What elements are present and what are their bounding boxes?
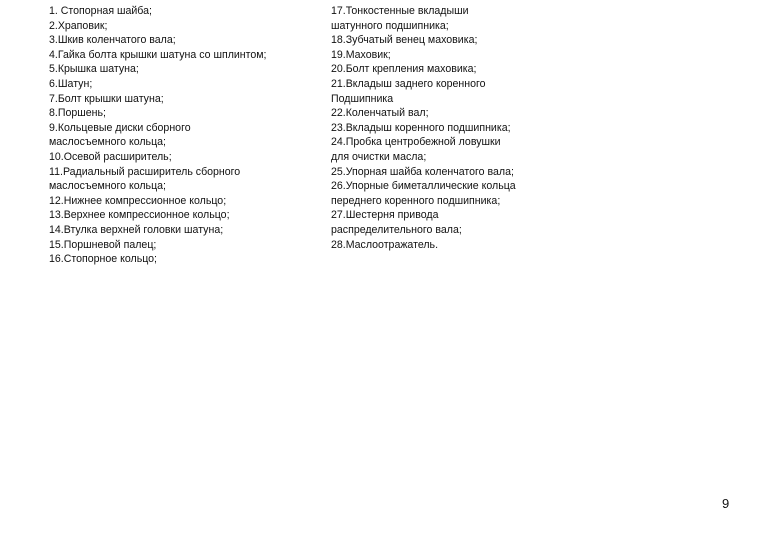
- list-line: 8.Поршень;: [49, 107, 106, 120]
- list-line: маслосъемного кольца;: [49, 136, 166, 149]
- list-line: 21.Вкладыш заднего коренного: [331, 77, 486, 90]
- list-line: маслосъемного кольца;: [49, 180, 166, 193]
- list-line: 15.Поршневой палец;: [49, 238, 157, 251]
- list-line: 25.Упорная шайба коленчатого вала;: [331, 165, 514, 178]
- list-line: 20.Болт крепления маховика;: [331, 63, 477, 76]
- list-line: шатунного подшипника;: [331, 19, 449, 32]
- list-line: 5.Крышка шатуна;: [49, 63, 139, 76]
- list-line: для очистки масла;: [331, 150, 427, 163]
- list-line: 26.Упорные биметаллические кольца: [331, 180, 516, 193]
- page-number: 9: [722, 496, 730, 511]
- list-line: 9.Кольцевые диски сборного: [49, 121, 191, 134]
- list-line: 13.Верхнее компрессионное кольцо;: [49, 209, 230, 222]
- list-line: 3.Шкив коленчатого вала;: [49, 34, 176, 47]
- list-line: 6.Шатун;: [49, 77, 93, 90]
- list-line: 27.Шестерня привода: [331, 209, 439, 222]
- list-line: распределительного вала;: [331, 223, 462, 236]
- parts-list-right: [331, 4, 571, 252]
- list-line: 19.Маховик;: [331, 48, 391, 61]
- list-line: 14.Втулка верхней головки шатуна;: [49, 223, 224, 236]
- parts-list-left: [49, 4, 319, 267]
- list-line: Подшипника: [331, 92, 394, 105]
- list-line: 16.Стопорное кольцо;: [49, 253, 157, 266]
- list-line: переднего коренного подшипника;: [331, 194, 501, 207]
- list-line: 24.Пробка центробежной ловушки: [331, 136, 501, 149]
- list-line: 2.Храповик;: [49, 19, 108, 32]
- list-line: 22.Коленчатый вал;: [331, 107, 429, 120]
- list-line: 12.Нижнее компрессионное кольцо;: [49, 194, 227, 207]
- list-line: 10.Осевой расширитель;: [49, 150, 172, 163]
- list-line: 4.Гайка болта крышки шатуна со шплинтом;: [49, 48, 267, 61]
- list-line: 28.Маслоотражатель.: [331, 238, 439, 251]
- list-line: 7.Болт крышки шатуна;: [49, 92, 164, 105]
- list-line: 17.Тонкостенные вкладыши: [331, 5, 469, 17]
- list-line: 11.Радиальный расширитель сборного: [49, 165, 241, 178]
- list-line: 18.Зубчатый венец маховика;: [331, 34, 478, 47]
- list-line: 23.Вкладыш коренного подшипника;: [331, 121, 511, 134]
- list-line: 1. Стопорная шайба;: [49, 5, 152, 17]
